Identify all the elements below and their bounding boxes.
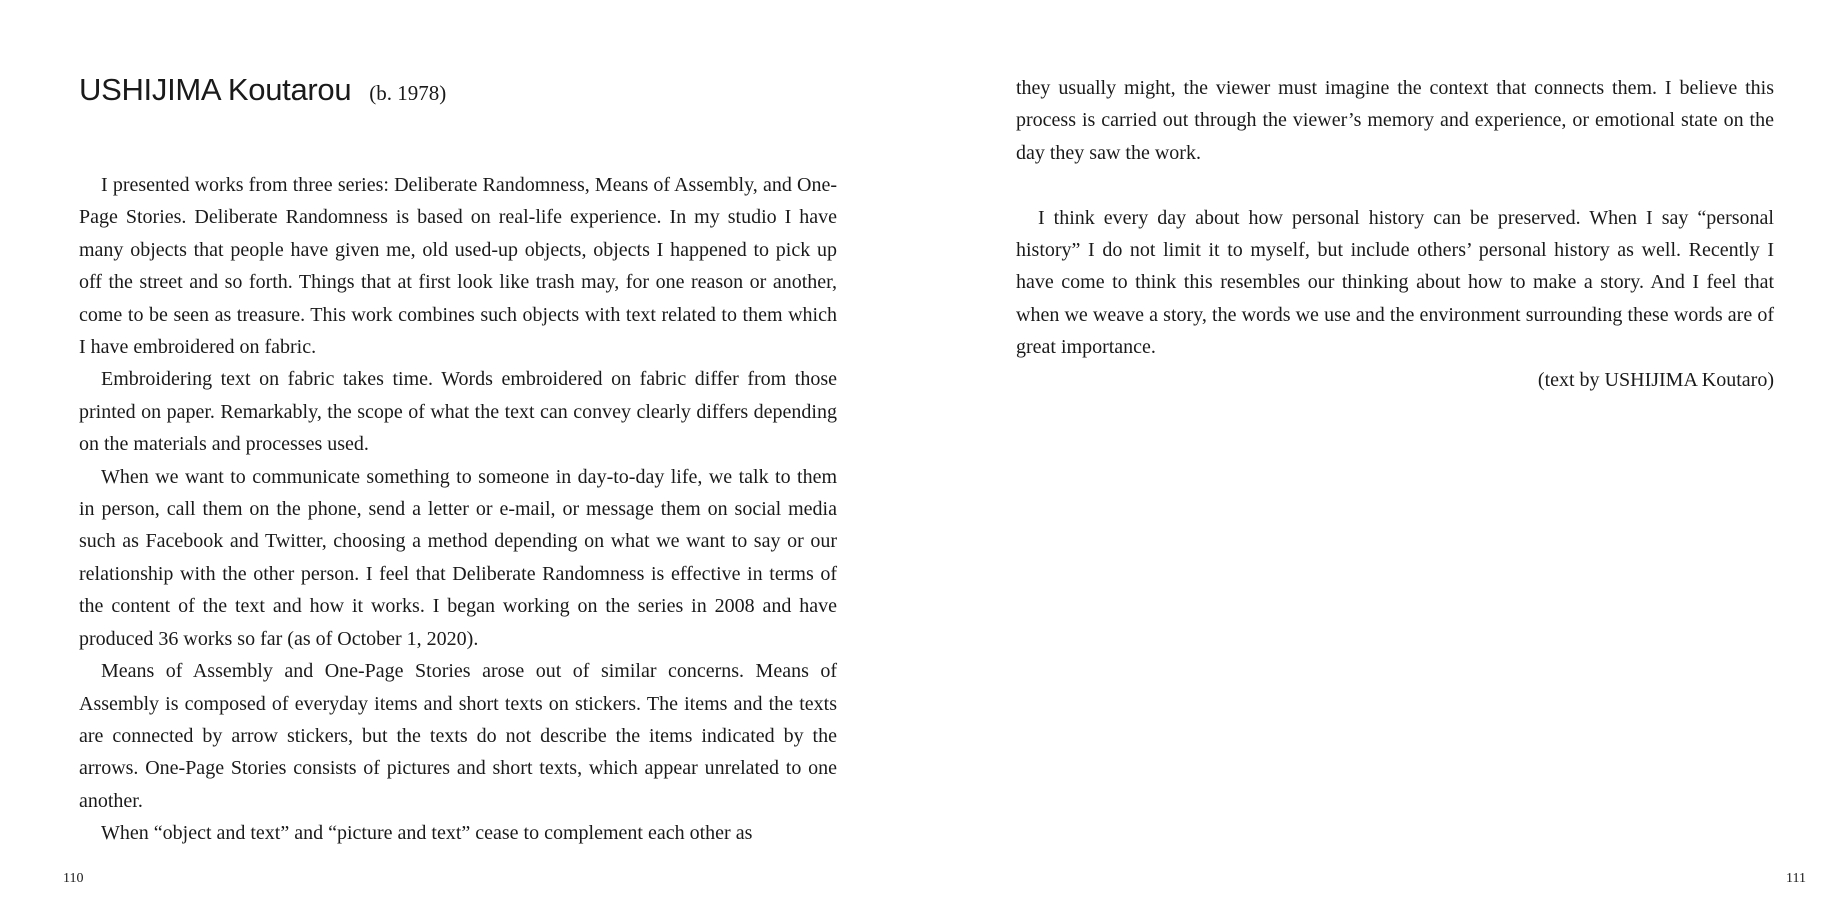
page-number-right: 111 [1786,871,1806,886]
paragraph: When we want to communicate something to someone in day-to-day life, we talk to them in person, call them on the phone, send a letter or e-mail, or message them on social media such as Facebook and Twitter, choosing a method depending on what we want to say or our relationship with the other person. I feel that Deliberate Randomness is effective in terms of the content of the text and how it works. I began working on the series in 2008 and have produced 36 works so far (as of October 1, 2020). [79,465,837,650]
page-number-left: 110 [63,871,84,886]
artist-heading [79,72,446,108]
paragraph-continued: When “object and text” and “picture and text” cease to complement each other as [101,822,753,845]
text-credit: (text by USHIJIMA Koutaro) [1537,369,1774,391]
paragraph: I think every day about how personal history can be preserved. When I say “personal history” I do not limit it to myself, but include others’ personal history as well. Recently I have come to think this resembles our thinking about how to make a story. And I feel that when we weave a story, the words we use and the environment surrounding these words are of great importance. [1016,206,1774,359]
paragraph: Embroidering text on fabric takes time. Words embroidered on fabric differ from those printed on paper. Remarkably, the scope of what the text can convey clearly differs depending on the materials and processes used. [79,368,837,456]
artist-dates: (b. 1978) [369,81,447,105]
paragraph-continuation: they usually might, the viewer must imagine the context that connects them. I believe this process is carried out through the viewer’s memory and experience, or emotional state on the day they saw the work. [1016,77,1774,164]
right-text-column [1016,72,1774,364]
paragraph: Means of Assembly and One-Page Stories arose out of similar concerns. Means of Assembly is composed of everyday items and short texts on stickers. The items and the texts are connected by arrow stickers, but the texts do not describe the items indicated by the arrows. One-Page Stories consists of pictures and short texts, which appear unrelated to one another. [79,660,837,812]
artist-name: USHIJIMA Koutarou [79,72,352,107]
left-text-column [79,169,837,850]
paragraph: I presented works from three series: Deliberate Randomness, Means of Assembly, and One-Page Stories. Deliberate Randomness is based on real-life experience. In my studio I have many objects that people have given me, old used-up objects, objects I happened to pick up off the street and so forth. Things that at first look like trash may, for one reason or another, come to be seen as treasure. This work combines such objects with text related to them which I have embroidered on fabric. [79,174,837,359]
